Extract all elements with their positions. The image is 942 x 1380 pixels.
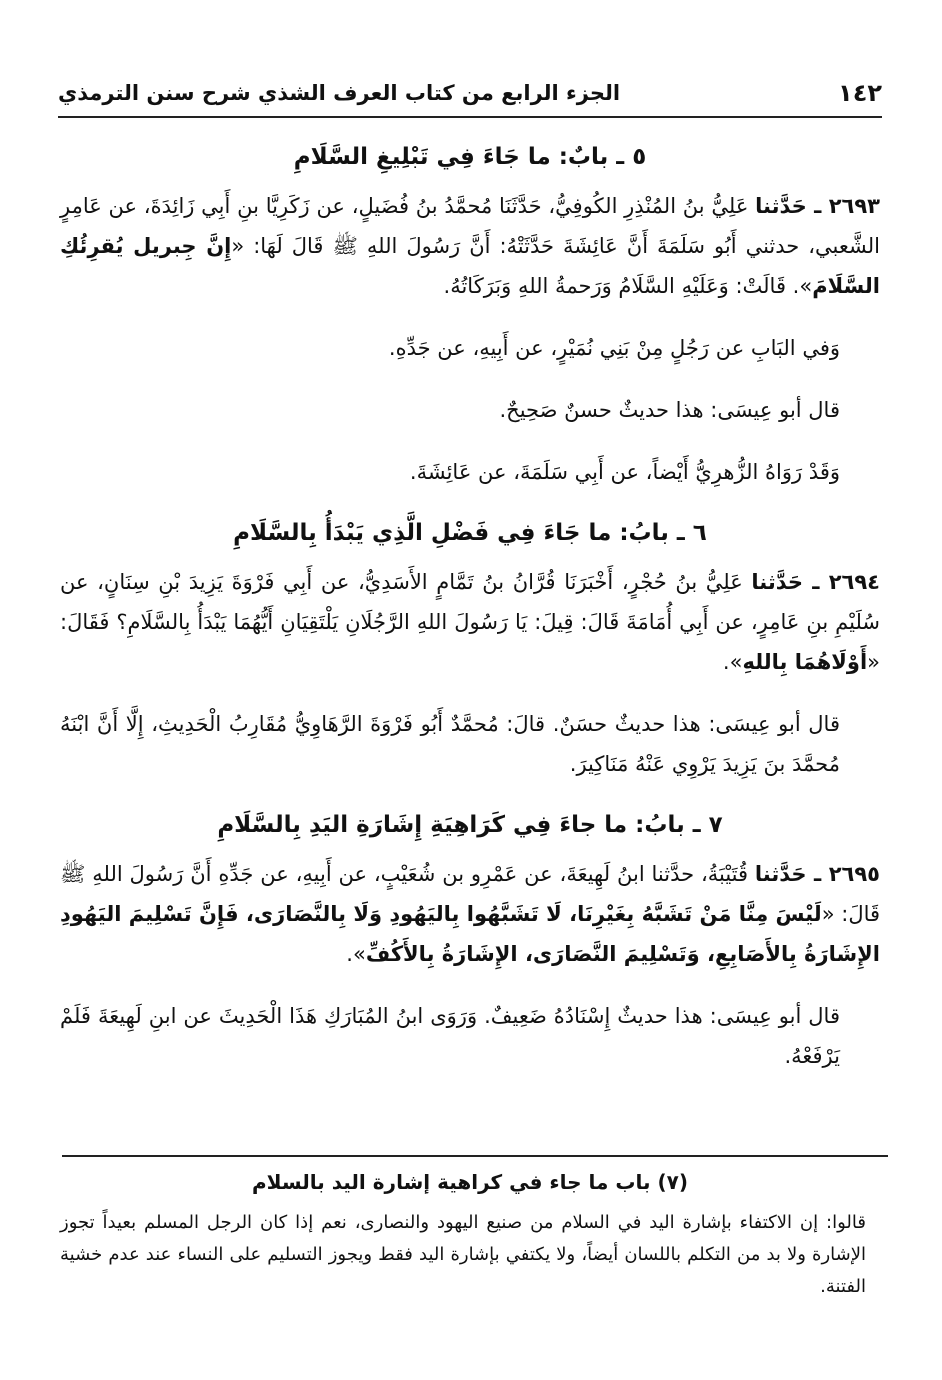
hadith-2694: [60, 562, 880, 682]
chapter-heading-6: ٦ ـ بابُ: ما جَاءَ فِي فَضْلِ الَّذِي يَبْدَأُ بِالسَّلَامِ: [233, 520, 707, 546]
footnote-area: [60, 1165, 880, 1303]
hadith-end: ».: [346, 942, 366, 966]
main-content: [60, 138, 880, 1098]
hadith-text: عَلِيُّ بنُ حُجْرٍ، أَخْبَرَنَا قُرَّانُ بنُ تَمَّامٍ الأَسَدِيُّ، عن أَبِي فَرْوَةَ يَزِيدَ بْنِ سِنَانٍ، عن سُلَيْمِ بنِ عَامِرٍ، عن أَبِي أُمَامَةَ قَالَ: قِيلَ: يَا رَسُولَ اللهِ الرَّجُلَانِ يَلْتَقِيَانِ أَيُّهُمَا يَبْدَأُ بِالسَّلَامِ؟ فَقَالَ: «: [60, 570, 880, 674]
hadith-2693: [60, 186, 880, 306]
commentary-line: وَقَدْ رَوَاهُ الزُّهرِيُّ أَيْضاً، عن أَبِي سَلَمَةَ، عن عَائِشَةَ.: [409, 460, 840, 484]
hadith-quote: إِنَّ جِبريل يُقرِئُكِ السَّلَامَ: [60, 234, 880, 298]
hadith-quote: لَيْسَ مِنَّا مَنْ تَشَبَّهُ بِغَيْرِنَا، لَا تَشَبَّهُوا بِاليَهُودِ وَلَا بِالنَّصَارَى، فَإِنَّ تَسْلِيمَ اليَهُودِ الإِشَارَةُ بِالأَصَابِعِ، وَتَسْلِيمَ النَّصَارَى، الإِشَارَةُ بِالأَكُفِّ: [60, 902, 880, 966]
hadith-number: ٢٦٩٣ ـ حَدَّثنا: [755, 194, 880, 218]
commentary-line: وَفي البَابِ عن رَجُلٍ مِنْ بَنِي نُمَيْرٍ، عن أَبِيهِ، عن جَدِّهِ.: [388, 336, 840, 360]
hadith-2695: [60, 854, 880, 974]
page-header: [58, 70, 882, 118]
chapter-heading-5: ٥ ـ بابٌ: ما جَاءَ فِي تَبْلِيغِ السَّلَامِ: [293, 144, 647, 170]
hadith-quote: أَوْلَاهُمَا بِاللهِ: [742, 650, 868, 674]
hadith-end: ». قَالَتْ: وَعَلَيْهِ السَّلَامُ وَرَحمةُ اللهِ وَبَرَكَاتُهُ.: [443, 274, 813, 298]
commentary-line: قال أبو عِيسَى: هذا حديثٌ حسنٌ صَحِيحٌ.: [499, 398, 840, 422]
footnote-divider: [62, 1155, 888, 1157]
commentary-line: قال أبو عِيسَى: هذا حديثٌ إِسْنَادُهُ ضَعِيفٌ. وَرَوَى ابنُ المُبَارَكِ هَذَا الْحَدِيثَ عن ابنِ لَهِيعَةَ فَلَمْ يَرْفَعْهُ.: [60, 1004, 840, 1068]
hadith-number: ٢٦٩٤ ـ حَدَّثنا: [751, 570, 880, 594]
hadith-text: عَلِيُّ بنُ المُنْذِرِ الكُوفِيُّ، حَدَّثَنَا مُحمَّدُ بنُ فُضَيلٍ، عن زَكَرِيَّا بنِ أَبِي زَائِدَةَ، عن عَامِرٍ الشَّعبي، حدثني أَبُو سَلَمَةَ أَنَّ عَائِشَةَ حَدَّثَتْهُ: أَنَّ رَسُولَ اللهِ ﷺ قَالَ لَهَا: «: [60, 194, 880, 258]
hadith-end: ».: [722, 650, 743, 674]
commentary-line: قال أبو عِيسَى: هذا حديثٌ حسَنٌ. قالَ: مُحمَّدٌ أَبُو فَرْوَةَ الرَّهَاوِيُّ مُقَارِبُ الْحَدِيثِ، إِلَّا أَنَّ ابْنَهُ مُحمَّدَ بنَ يَزِيدَ يَرْوِي عَنْهُ مَنَاكِيرَ.: [60, 712, 840, 776]
chapter-heading-7: ٧ ـ بابُ: ما جاءَ فِي كَرَاهِيَةِ إِشَارَةِ اليَدِ بِالسَّلَامِ: [217, 812, 723, 838]
page-number: ١٤٢: [838, 79, 882, 107]
hadith-text: قُتَيْبَةُ، حدَّثنا ابنُ لَهِيعَةَ، عن عَمْرِو بن شُعَيْبٍ، عن أَبِيهِ، عن جَدِّهِ أَنَّ رَسُولَ اللهِ ﷺ قَالَ: «: [60, 862, 881, 926]
footnote-text: قالوا: إن الاكتفاء بإشارة اليد في السلام من صنيع اليهود والنصارى، نعم إذا كان الرجل المسلم بعيداً تجوز الإشارة ولا بد من التكلم باللسان أيضاً، ولا يكتفي بإشارة اليد فقط ويجوز التسليم على النساء عند عدم خشية الفتنة.: [60, 1212, 866, 1297]
running-title: الجزء الرابع من كتاب العرف الشذي شرح سنن الترمذي: [58, 81, 621, 105]
hadith-number: ٢٦٩٥ ـ حَدَّثنا: [754, 862, 880, 886]
footnote-title: (٧) باب ما جاء في كراهية إشارة اليد بالسلام: [252, 1170, 688, 1194]
